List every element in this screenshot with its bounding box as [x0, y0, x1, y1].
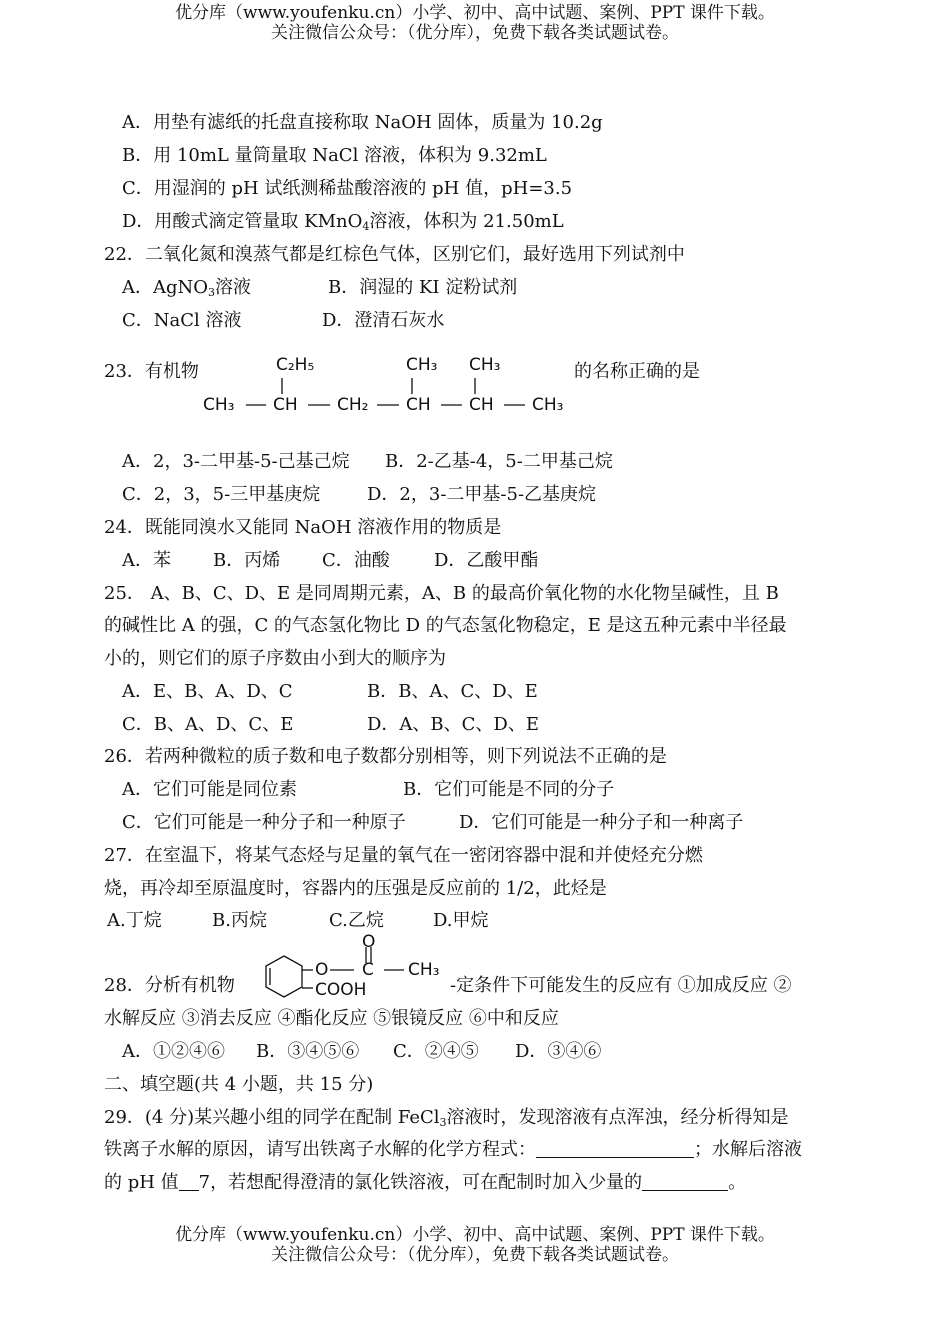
q26-option-d: D．它们可能是一种分子和一种离子: [459, 812, 744, 833]
q28-carbonyl-carbon: C: [362, 960, 374, 980]
q23-chain-ch-2: CH: [406, 395, 431, 415]
q26-option-a: A．它们可能是同位素: [122, 779, 297, 800]
q29-line-2: 铁离子水解的原因，请写出铁离子水解的化学方程式： ；水解后溶液: [104, 1139, 802, 1160]
q23-option-a: A．2，3-二甲基-5-己基己烷: [122, 451, 350, 472]
q22-option-c: C．NaCl 溶液: [122, 310, 242, 331]
q29-blank-reagent[interactable]: [642, 1172, 728, 1191]
q26-option-b: B．它们可能是不同的分子: [403, 779, 615, 800]
q29-line-1: 29．(4 分)某兴趣小组的同学在配制 FeCl$_3$溶液时，发现溶液有点浑浊，经分析得知是: [104, 1107, 789, 1129]
q24-stem: 24．既能同溴水又能同 NaOH 溶液作用的物质是: [104, 517, 502, 538]
q21-option-b: B．用 10mL 量筒量取 NaCl 溶液，体积为 9.32mL: [122, 145, 547, 166]
section-2-title: 二、填空题(共 4 小题，共 15 分): [104, 1074, 374, 1095]
q27-option-c: C.乙烷: [329, 910, 384, 931]
q26-stem: 26．若两种微粒的质子数和电子数都分别相等，则下列说法不正确的是: [104, 746, 667, 767]
footer-line-2: 关注微信公众号：（优分库），免费下载各类试题试卷。: [271, 1245, 679, 1265]
q27-line-2: 烧，再冷却至原温度时，容器内的压强是反应前的 1/2，此烃是: [104, 878, 607, 899]
q27-option-a: A.丁烷: [107, 910, 162, 931]
q23-chain-ch3-right: CH₃: [532, 395, 564, 415]
q23-branch-ethyl: C₂H₅: [276, 355, 315, 375]
q29-blank-equation[interactable]: [536, 1139, 694, 1158]
q24-option-d: D．乙酸甲酯: [434, 550, 539, 571]
q23-option-b: B．2-乙基-4，5-二甲基己烷: [385, 451, 613, 472]
q25-option-c: C．B、A、D、C、E: [122, 714, 294, 735]
q23-chain-ch-3: CH: [469, 395, 494, 415]
q28-carbonyl-oxygen: O: [362, 932, 376, 952]
q25-option-b: B．B、A、C、D、E: [367, 681, 538, 702]
q29-line-3: 的 pH 值 7，若想配得澄清的氯化铁溶液，可在配制时加入少量的 。: [104, 1172, 747, 1193]
q22-stem: 22．二氧化氮和溴蒸气都是红棕色气体，区别它们，最好选用下列试剂中: [104, 244, 685, 265]
q21-option-d: D．用酸式滴定管量取 KMnO$_4$溶液，体积为 21.50mL: [122, 211, 564, 233]
q23-label: 23．有机物: [104, 361, 199, 382]
q23-chain-ch3-left: CH₃: [203, 395, 235, 415]
q21-option-c: C．用湿润的 pH 试纸测稀盐酸溶液的 pH 值，pH=3.5: [122, 178, 573, 199]
q27-option-b: B.丙烷: [212, 910, 267, 931]
q23-chain-ch2: CH₂: [337, 395, 369, 415]
header-line-1: 优分库（www.youfenku.cn）小学、初中、高中试题、案例、PPT 课件下载。: [175, 3, 775, 23]
q22-option-a: A．AgNO$_3$溶液: [122, 277, 252, 299]
q28-option-d: D．③④⑥: [515, 1041, 602, 1062]
q28-option-a: A．①②④⑥: [122, 1041, 225, 1062]
q28-ester-oxygen: O: [315, 960, 329, 980]
q25-line-1: 25． A、B、C、D、E 是同周期元素，A、B 的最高价氧化物的水化物呈碱性，且 B: [104, 583, 779, 604]
q28-line-2: 水解反应 ③消去反应 ④酯化反应 ⑤银镜反应 ⑥中和反应: [104, 1008, 559, 1029]
q29-blank-ph[interactable]: [179, 1172, 199, 1191]
q28-methyl: CH₃: [408, 960, 440, 980]
q25-option-a: A．E、B、A、D、C: [122, 681, 293, 702]
q24-option-b: B．丙烯: [213, 550, 281, 571]
q28-option-b: B．③④⑤⑥: [256, 1041, 360, 1062]
q25-line-3: 小的，则它们的原子序数由小到大的顺序为: [104, 648, 446, 669]
q28-suffix: -定条件下可能发生的反应有 ①加成反应 ②: [450, 975, 792, 996]
q23-chain-ch-1: CH: [273, 395, 298, 415]
q23-suffix: 的名称正确的是: [574, 361, 700, 382]
q26-option-c: C．它们可能是一种分子和一种原子: [122, 812, 406, 833]
q27-line-1: 27．在室温下，将某气态烃与足量的氧气在一密闭容器中混和并使烃充分燃: [104, 845, 703, 866]
q28-carboxyl: COOH: [315, 980, 367, 1000]
q21-option-a: A．用垫有滤纸的托盘直接称取 NaOH 固体，质量为 10.2g: [122, 112, 603, 133]
q27-option-d: D.甲烷: [433, 910, 489, 931]
q28-label: 28．分析有机物: [104, 975, 235, 996]
header-line-2: 关注微信公众号：（优分库），免费下载各类试题试卷。: [271, 23, 679, 43]
q25-option-d: D．A、B、C、D、E: [367, 714, 540, 735]
q24-option-c: C．油酸: [322, 550, 390, 571]
q23-option-c: C．2，3，5-三甲基庚烷: [122, 484, 321, 505]
q22-option-d: D．澄清石灰水: [322, 310, 445, 331]
q23-branch-methyl-2: CH₃: [469, 355, 501, 375]
q25-line-2: 的碱性比 A 的强，C 的气态氢化物比 D 的气态氢化物稳定，E 是这五种元素中半径最: [104, 615, 787, 636]
footer-line-1: 优分库（www.youfenku.cn）小学、初中、高中试题、案例、PPT 课件下载。: [175, 1225, 775, 1245]
q24-option-a: A．苯: [122, 550, 171, 571]
q23-option-d: D．2，3-二甲基-5-乙基庚烷: [367, 484, 597, 505]
q22-option-b: B．润湿的 KI 淀粉试剂: [328, 277, 518, 298]
q28-option-c: C．②④⑤: [393, 1041, 479, 1062]
q23-branch-methyl-1: CH₃: [406, 355, 438, 375]
